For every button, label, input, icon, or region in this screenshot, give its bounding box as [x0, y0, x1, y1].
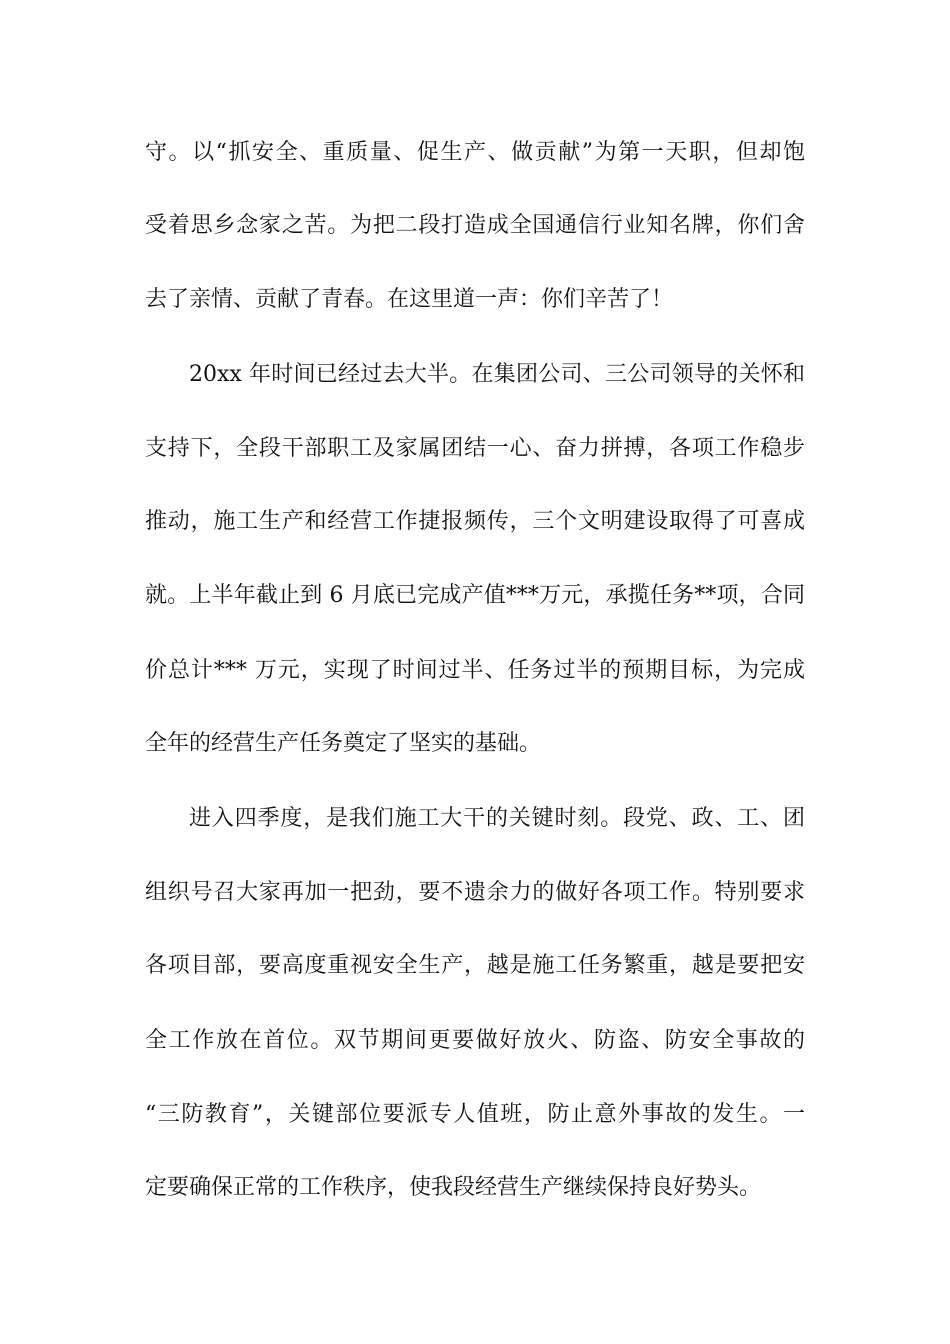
text-line: 定要确保正常的工作秩序，使我段经营生产继续保持良好势头。: [145, 1175, 762, 1200]
text-line: 组织号召大家再加一把劲，要不遗余力的做好各项工作。特别要求: [145, 880, 805, 905]
text-line: 就。上半年截止到 6 月底已完成产值***万元，承揽任务**项，合同: [145, 583, 805, 608]
text-line: 进入四季度，是我们施工大干的关键时刻。段党、政、工、团: [189, 806, 805, 831]
text-line: 推动，施工生产和经营工作捷报频传，三个文明建设取得了可喜成: [145, 509, 805, 534]
text-line: 全工作放在首位。双节期间更要做好放火、防盗、防安全事故的: [145, 1028, 805, 1053]
text-line: 各项目部，要高度重视安全生产，越是施工任务繁重，越是要把安: [145, 953, 805, 978]
text-line: 支持下，全段干部职工及家属团结一心、奋力拼搏，各项工作稳步: [145, 436, 805, 461]
text-line: “三防教育”，关键部位要派专人值班，防止意外事故的发生。一: [145, 1102, 805, 1127]
text-line: 全年的经营生产任务奠定了坚实的基础。: [145, 731, 542, 756]
text-line: 守。以“抓安全、重质量、促生产、做贡献”为第一天职，但却饱: [145, 140, 805, 165]
text-line: 受着思乡念家之苦。为把二段打造成全国通信行业知名牌，你们舍: [145, 213, 805, 238]
text-line: 去了亲情、贡献了青春。在这里道一声：你们辛苦了！: [145, 287, 674, 312]
text-line: 20xx 年时间已经过去大半。在集团公司、三公司领导的关怀和: [189, 362, 805, 387]
text-line: 价总计*** 万元，实现了时间过半、任务过半的预期目标，为完成: [145, 658, 805, 683]
